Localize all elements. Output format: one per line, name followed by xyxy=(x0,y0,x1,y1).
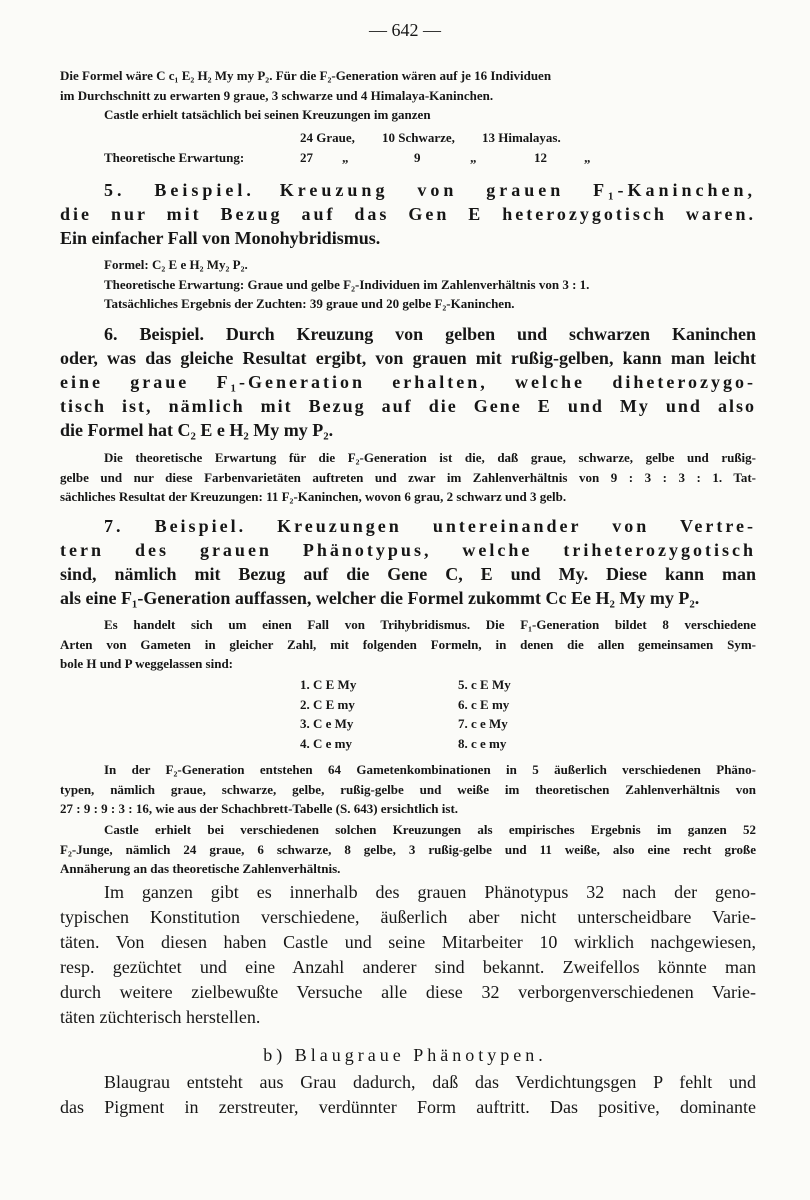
gamete-1: 1. C E My xyxy=(300,677,357,692)
castle-expected-row xyxy=(104,148,591,167)
gameten-list-left xyxy=(300,675,356,753)
text-line: die nur mit Bezug auf das Gen E heterozygotisch waren. xyxy=(60,204,756,224)
f2-generation-paragraph xyxy=(60,760,756,819)
text-line: Ein einfacher Fall von Monohybridismus. xyxy=(60,228,381,248)
paragraph-formula xyxy=(60,66,756,125)
observed-schwarze: 10 Schwarze, xyxy=(382,130,455,145)
gamete-4: 4. C e my xyxy=(300,735,352,751)
page-number: — 642 — xyxy=(369,20,441,40)
text-line: eine graue F₁-Generation erhalten, welche diheterozygo- xyxy=(60,372,756,392)
text-line: täten züchterisch herstellen. xyxy=(60,1007,261,1027)
expected-schwarze: 9 xyxy=(414,150,421,165)
paragraph-im-ganzen xyxy=(60,880,756,1030)
text-line: F₂-Junge, nämlich 24 graue, 6 schwarze, 8 gelbe, 3 rußig-gelbe und 11 weiße, also eine recht große xyxy=(60,841,756,857)
text-line: typischen Konstitution verschiedene, äußerlich aber nicht unterscheidbare Varie- xyxy=(60,907,756,927)
observed-himalayas: 13 Himalayas. xyxy=(482,130,561,145)
text-line xyxy=(60,178,756,202)
ditto-mark: „ xyxy=(470,150,477,165)
text-line: gelbe und nur diese Farbenvarietäten auftreten und zwar im Zahlenverhältnis von 9 : 3 : 3 : 1. Tat- xyxy=(60,469,756,485)
text-line: Arten von Gameten in gleicher Zahl, mit folgenden Formeln, in denen die allen gemeinsamen Sym- xyxy=(60,636,756,652)
text-line: 7. Beispiel. Kreuzungen untereinander von Vertre- xyxy=(104,516,756,536)
text-line: tisch ist, nämlich mit Bezug auf die Gene E und My und also xyxy=(60,396,756,416)
section-heading-blaugrau: b) Blaugraue Phänotypen. xyxy=(263,1045,547,1065)
text-line: resp. gezüchtet und eine Anzahl anderer sind bekannt. Zweifellos könnte man xyxy=(60,957,756,977)
text-line: als eine F₁-Generation auffassen, welcher die Formel zukommt Cc Ee H₂ My my P₂. xyxy=(60,588,700,608)
beispiel-5 xyxy=(60,178,756,250)
text-line: 6. Beispiel. Durch Kreuzung von gelben und schwarzen Kaninchen xyxy=(104,324,756,344)
text-line: 27 : 9 : 9 : 3 : 16, wie aus der Schachbrett-Tabelle (S. 643) ersichtlich ist. xyxy=(60,801,459,816)
gameten-list-right xyxy=(458,675,511,753)
text-line: Die Formel wäre C c₁ E₂ H₂ My my P₂. Für die F₂-Generation wären auf je 16 Individuen xyxy=(60,68,552,83)
text-line: Castle erhielt bei verschiedenen solchen Kreuzungen als empirisches Ergebnis im ganzen 52 xyxy=(104,822,756,837)
text-line: Annäherung an das theoretische Zahlenverhältnis. xyxy=(60,861,341,876)
text-line: Im ganzen gibt es innerhalb des grauen Phänotypus 32 nach der geno- xyxy=(104,882,756,902)
paragraph-blaugrau xyxy=(60,1070,756,1120)
text-line: sächliches Resultat der Kreuzungen: 11 F₂-Kaninchen, wovon 6 grau, 2 schwarz und 3 gelb. xyxy=(60,489,567,504)
beispiel-5-title: Kreuzung von grauen F₁-Kaninchen, xyxy=(279,180,756,200)
gamete-5: 5. c E My xyxy=(458,677,511,692)
expectation-line: Theoretische Erwartung: Graue und gelbe F₂-Individuen im Zahlenverhältnis von 3 : 1. xyxy=(104,276,590,292)
expected-graue: 27 xyxy=(300,150,313,165)
text-line: sind, nämlich mit Bezug auf die Gene C, E und My. Diese kann man xyxy=(60,564,756,584)
result-line: Tatsächliches Ergebnis der Zuchten: 39 graue und 20 gelbe F₂-Kaninchen. xyxy=(104,296,515,311)
gamete-2: 2. C E my xyxy=(300,696,355,712)
text-line: Es handelt sich um einen Fall von Trihybridismus. Die F₁-Generation bildet 8 verschiedene xyxy=(104,617,756,632)
text-line: das Pigment in zerstreuter, verdünnter Form auftritt. Das positive, dominante xyxy=(60,1097,756,1117)
beispiel-7-details xyxy=(60,615,756,674)
gamete-7: 7. c e My xyxy=(458,716,508,731)
ditto-mark: „ xyxy=(584,150,591,165)
text-line: bole H und P weggelassen sind: xyxy=(60,656,234,671)
expected-himalaya: 12 xyxy=(534,150,547,165)
text-line: In der F₂-Generation entstehen 64 Gametenkombinationen in 5 äußerlich verschiedenen Phäno- xyxy=(104,762,756,777)
expected-label: Theoretische Erwartung: xyxy=(104,150,245,165)
text-line: typen, nämlich graue, schwarze, gelbe, rußig-gelbe und weiße im theoretischen Zahlenverhältnis von xyxy=(60,781,756,797)
text-line: die Formel hat C₂ E e H₂ My my P₂. xyxy=(60,420,334,440)
castle-observed-row xyxy=(300,128,561,147)
gamete-3: 3. C e My xyxy=(300,716,354,731)
beispiel-6-details xyxy=(60,448,756,507)
gamete-8: 8. c e my xyxy=(458,735,507,751)
observed-graue: 24 Graue, xyxy=(300,130,355,145)
castle-result-paragraph xyxy=(60,820,756,879)
beispiel-6 xyxy=(60,322,756,442)
text-line: Die theoretische Erwartung für die F₂-Generation ist die, daß graue, schwarze, gelbe und rußig- xyxy=(104,450,756,465)
text-line: täten. Von diesen haben Castle und seine Mitarbeiter 10 wirklich nachgewiesen, xyxy=(60,932,756,952)
text-line: durch weitere zielbewußte Versuche alle diese 32 verborgenverschiedenen Varie- xyxy=(60,982,756,1002)
beispiel-5-heading: 5. Beispiel. xyxy=(104,180,255,200)
text-line: im Durchschnitt zu erwarten 9 graue, 3 schwarze und 4 Himalaya-Kaninchen. xyxy=(60,87,494,103)
text-line: oder, was das gleiche Resultat ergibt, von grauen mit rußig-gelben, kann man leicht xyxy=(60,348,756,368)
beispiel-5-details xyxy=(104,255,756,314)
text-line: Blaugrau entsteht aus Grau dadurch, daß das Verdichtungsgen P fehlt und xyxy=(104,1072,756,1092)
text-line: tern des grauen Phänotypus, welche triheterozygotisch xyxy=(60,540,756,560)
beispiel-7 xyxy=(60,514,756,610)
formula-line: Formel: C₂ E e H₂ My₂ P₂. xyxy=(104,257,248,272)
ditto-mark: „ xyxy=(342,150,349,165)
gamete-6: 6. c E my xyxy=(458,696,510,712)
text-line: Castle erhielt tatsächlich bei seinen Kreuzungen im ganzen xyxy=(104,107,431,122)
